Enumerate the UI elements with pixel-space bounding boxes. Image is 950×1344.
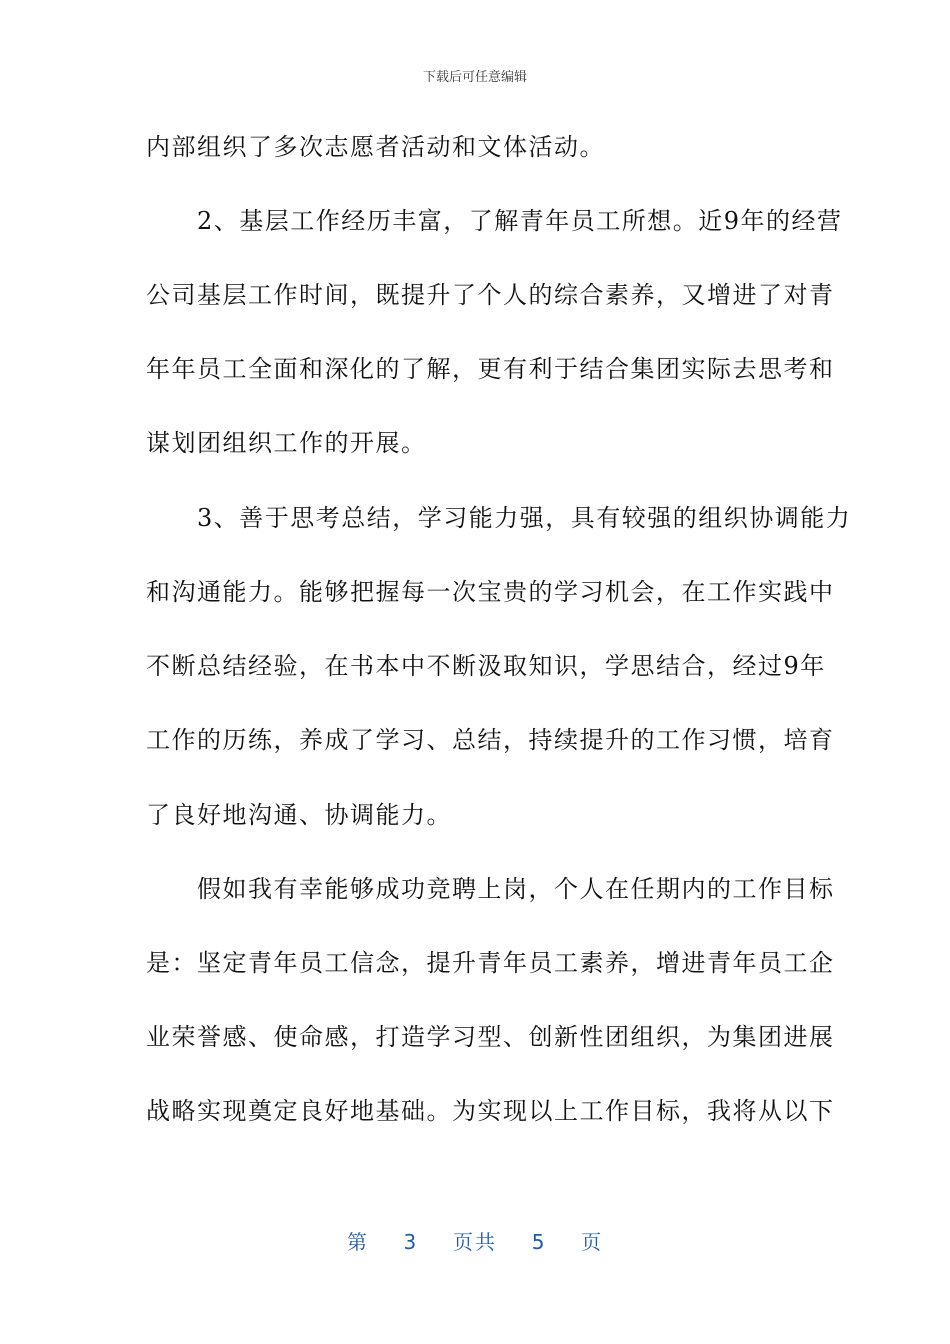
body-line: 谋划团组织工作的开展。 [146,429,427,457]
current-page-number: 3 [403,1230,419,1254]
page-label-middle: 页共 [453,1230,497,1254]
body-line: 年年员工全面和深化的了解，更有利于结合集团实际去思考和 [146,355,835,383]
page-label-suffix: 页 [581,1230,604,1254]
body-line: 3、善于思考总结，学习能力强，具有较强的组织协调能力 [146,504,852,532]
total-pages-number: 5 [531,1230,547,1254]
body-line: 是：坚定青年员工信念，提升青年员工素养，增进青年员工企 [146,949,835,977]
body-line: 和沟通能力。能够把握每一次宝贵的学习机会，在工作实践中 [146,578,835,606]
body-line: 业荣誉感、使命感，打造学习型、创新性团组织，为集团进展 [146,1023,835,1051]
body-line: 公司基层工作时间，既提升了个人的综合素养，又增进了对青 [146,281,835,309]
body-line: 2、基层工作经历丰富，了解青年员工所想。近9年的经营 [146,207,843,235]
page-header: 下载后可任意编辑 [422,70,527,85]
body-line: 工作的历练，养成了学习、总结，持续提升的工作习惯，培育 [146,726,835,754]
page-label-prefix: 第 [346,1230,369,1254]
body-line: 不断总结经验，在书本中不断汲取知识，学思结合，经过9年 [146,652,826,680]
body-line: 战略实现奠定良好地基础。为实现以上工作目标，我将从以下 [146,1097,835,1125]
body-line: 了良好地沟通、协调能力。 [146,801,452,829]
body-line: 内部组织了多次志愿者活动和文体活动。 [146,133,605,161]
page-footer [0,1226,950,1255]
body-line: 假如我有幸能够成功竞聘上岗，个人在任期内的工作目标 [146,875,835,903]
